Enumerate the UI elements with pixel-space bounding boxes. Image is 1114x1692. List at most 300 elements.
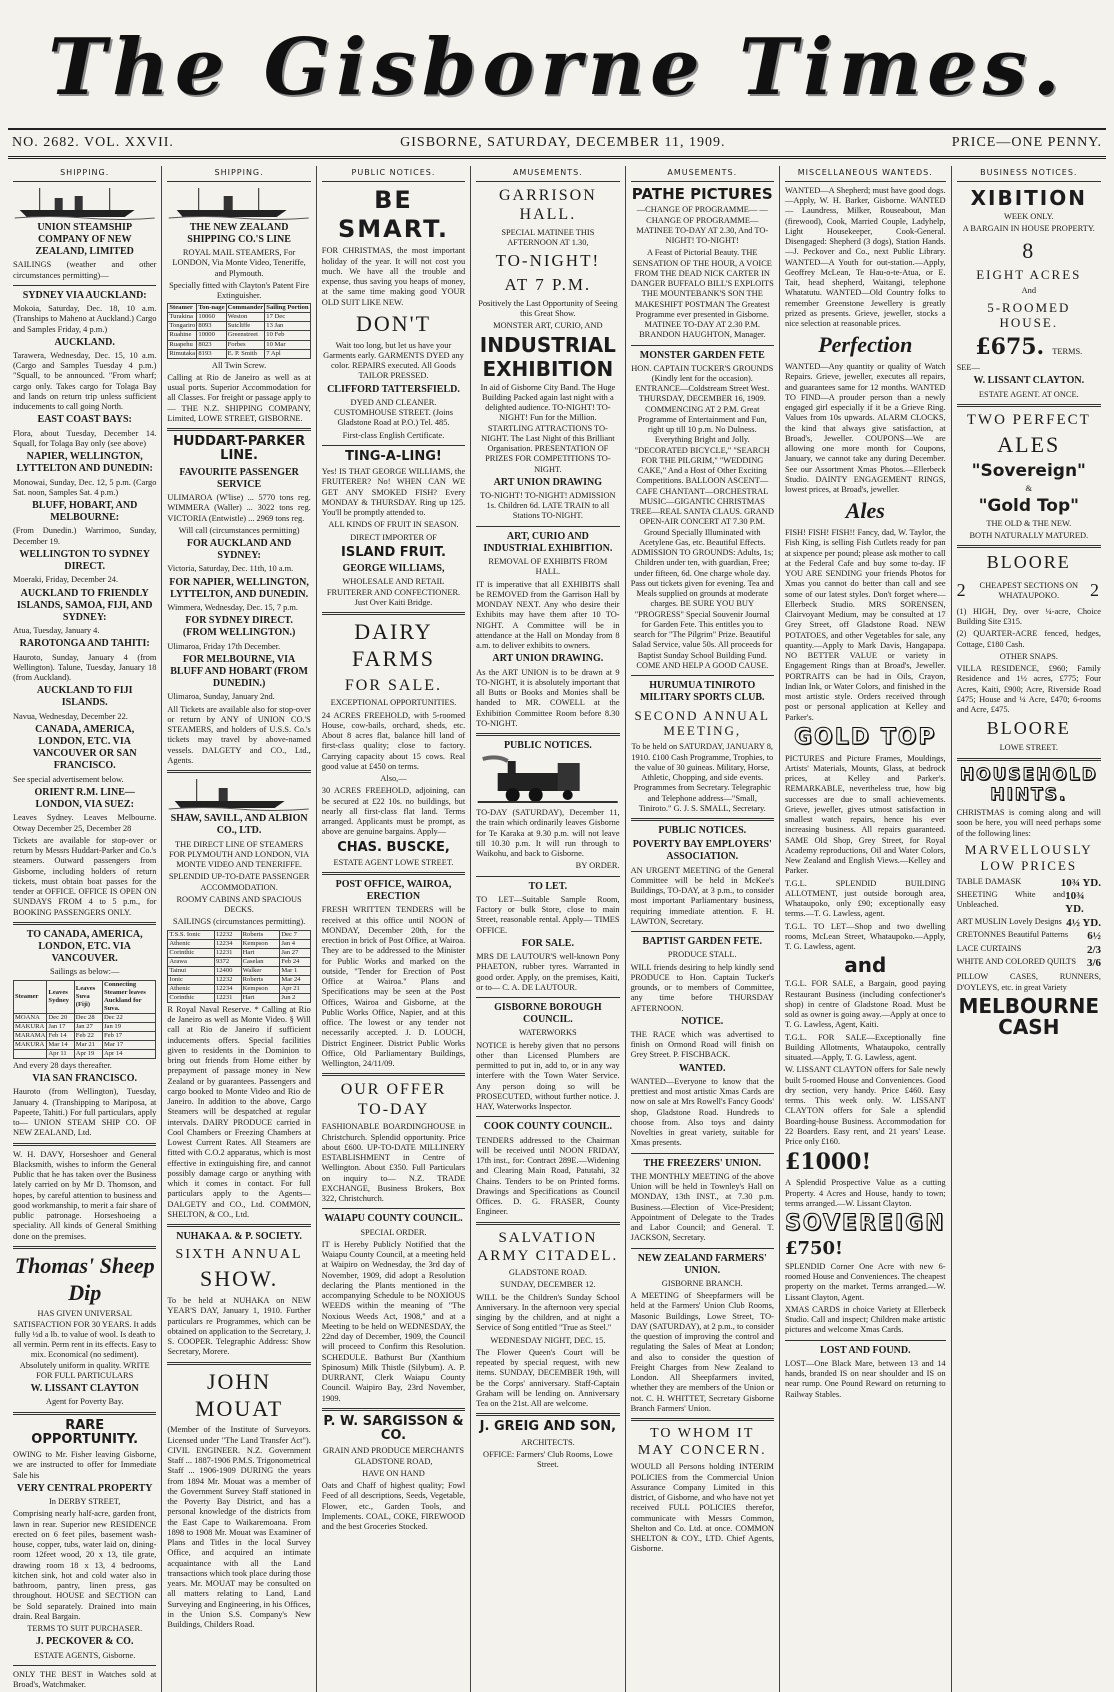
twin-screw: All Twin Screw. (211, 360, 267, 370)
steamship-illustration (167, 777, 310, 811)
cook-text: TENDERS addressed to the Chairman will be received until NOON FRIDAY, 17th inst., for: Contract 289E.—Widening and Clearing Main Road, Patutahi, 32 Chains. Tenders to be on Printed forms. Drawings and Specifications as Council Offices. D. G. FRASER, County Engineer. (476, 1135, 620, 1217)
nzs-cell: 10000 (197, 331, 226, 340)
price-item-name: TABLE DAMASK (956, 876, 1022, 886)
freezers-head: THE FREEZERS' UNION. (643, 1157, 762, 1169)
locomotive-illustration (476, 755, 619, 805)
price-list-item (957, 930, 1101, 943)
price-item-price: 10¾ YD. (1065, 890, 1085, 916)
drawing-head: ART UNION DRAWING. (492, 653, 604, 665)
vancouver-cell: Mar 14 (47, 1040, 74, 1049)
hurumua-head: HURUMUA TINIROTO MILITARY SPORTS CLUB. (639, 680, 765, 704)
huddart-title: HUDDART-PARKER LINE. (172, 434, 306, 464)
sargisson-sub: GRAIN AND PRODUCE MERCHANTS GLADSTONE ROAD, (322, 1446, 465, 1466)
napier-text: Monowai, Sunday, Dec. 12, 5 p.m. (Cargo Sat. noon, Samples Sat. 4 p.m.) (13, 477, 157, 497)
cook-head: COOK COUNTY COUNCIL. (483, 1121, 612, 1133)
shaw-cell: Dec 7 (280, 930, 310, 939)
dairy-farms: DAIRY FARMS (351, 619, 435, 671)
vancouver-cell: MOANA (14, 1013, 47, 1022)
terms: TERMS TO SUIT PURCHASER. (27, 1624, 143, 1634)
shaw-cell: Corinthic (168, 993, 215, 1002)
island-fruit: ISLAND FRUIT. (341, 544, 446, 560)
nzs-table (167, 303, 310, 358)
shaw-cell: Mar 24 (280, 975, 310, 984)
huddart-will: Will call (circumstances permitting) (178, 525, 300, 535)
nzs-cell: Turakina (168, 313, 197, 322)
vancouver-column-header: Steamer (14, 980, 47, 1013)
gold-top-ale: "Gold Top" (978, 495, 1080, 516)
lowe-street: LOWE STREET. (999, 743, 1059, 753)
price-item-price: 2/3 (1086, 943, 1101, 956)
nzs-cell: 8023 (197, 340, 226, 349)
wanted-text: WANTED—Everyone to know that the prettiest and most artistic Xmas Cards are now on sale at Mrs Rowell's Fancy Goods' shop, Gladstone Road. Hundreds to choose from. Also toys and dainty Novelties in great variety, suitable for Xmas presents. (630, 1076, 774, 1148)
price-list-item (957, 890, 1101, 917)
column-heading: AMUSEMENTS. (476, 166, 619, 182)
melbourne-cash: MELBOURNE CASH (958, 993, 1100, 1039)
price-terms: TERMS. (1052, 347, 1083, 357)
shaw-cell: Walker (241, 966, 280, 975)
waterworks: WATERWORKS (519, 1028, 577, 1038)
lost-head: LOST AND FOUND. (819, 1344, 911, 1356)
column-heading: BUSINESS NOTICES. (957, 166, 1101, 182)
orient-text: Leaves Sydney. Leaves Melbourne. Otway December 25, December 28 (13, 813, 157, 833)
borough-text: NOTICE is hereby given that no persons other than Licensed Plumbers are permitted to put in, add to, or in any way interfere with the Town Water Service. Any person doing so will be PROSECUTED, without further notice. J. HAY, Waterworks Inspector. (476, 1040, 620, 1112)
nzs-cell: 10060 (197, 313, 226, 322)
huddart-auck-text: Victoria, Saturday, Dec. 11th, 10 a.m. (167, 564, 294, 574)
price-item-name: CRETONNES Beautiful Patterns (956, 930, 1069, 940)
eastcoast-text: Flora, about Tuesday, December 14. Squall, for Tolaga Bay only (see above) (13, 428, 157, 448)
shaw-cell: 12231 (214, 993, 241, 1002)
ting-text: Yes! IS THAT GEORGE WILLIAMS, the FRUITERER? No! WHEN CAN WE GET ANY SMOKED FISH? Every MONDAY & THURSDAY. Ring up 125. You'll be promptly attended to. (321, 467, 466, 518)
be-smart: BE SMART. (337, 185, 449, 244)
shaw-cell: T.S.S. Ionic (168, 930, 215, 939)
farmers-text: A MEETING of Sheepfarmers will be held at the Farmers' Union Club Rooms, Masonic Buildings, Lowe Street, TO-DAY (SATURDAY), at 2 p.m., to consider the question of improving the control and regulating the Sales of Meat at London; and also to consider the question of Freight Charges from New Zealand to London. All Sheepfarmers invited, whether they are members of the Union or not. C. H. WHITTET, Secretary Gisborne Branch Farmers' Union. (630, 1291, 774, 1413)
column-5 (626, 166, 780, 1692)
shaw-accom: SPLENDID UP-TO-DATE PASSENGER ACCOMMODATION. (168, 872, 310, 892)
mouat-text: (Member of the Institute of Surveyors. Licensed under "The Land Transfer Act"). CIVIL ENGINEER. N.Z. Government Staff ... 1887-1906 P.M.S. Trigonometrical Staff ... 1906-1909 DURING the years from 1894 Mr. Mouat was a member of the Government Survey Staff stationed in the Poverty Bay District, and has a personal knowledge of the districts from the East Cape to Waikaremoana. From 1898 to 1908 Mr. Mouat was Examiner of Plans and Titles in the local Survey Office, and acquired an intimate acquaintance with all the Land transactions which took place during those years. Mr. MOUAT may be consulted on all matters relating to Land, Land Surveying and Engineering, in his Offices, in the Union S.S. Company's New Buildings, Childers Road. (167, 1425, 311, 1630)
by-order: BY ORDER. (575, 861, 620, 871)
vancouver-cell: Apr 19 (74, 1049, 102, 1058)
vancouver-head: TO CANADA, AMERICA, LONDON, ETC. VIA VANCOUVER. (26, 928, 143, 965)
marvellously-low: MARVELLOUSLY LOW PRICES (964, 841, 1093, 873)
buscke-sub: ESTATE AGENT LOWE STREET. (333, 857, 454, 867)
rare-title: RARE OPPORTUNITY. (31, 1417, 139, 1447)
quarter-acre: (2) QUARTER-ACRE fenced, hedges, Cottage, £180 Cash. (956, 629, 1101, 649)
sovereign-heading: SOVEREIGN (784, 1211, 946, 1237)
sargisson-hand: HAVE ON HAND (362, 1468, 425, 1478)
vancouver-cell: Mar 17 (102, 1040, 155, 1049)
vancouver-sub: Sailings as below:— (50, 967, 120, 977)
huddart-syd: FOR SYDNEY DIRECT. (FROM WELLINGTON.) (182, 615, 296, 639)
salvation: SALVATION ARMY CITADEL. (477, 1229, 619, 1264)
vancouver-cell: Apr 11 (47, 1049, 74, 1058)
price-list (957, 877, 1101, 971)
fiji2-head: AUCKLAND TO FIJI ISLANDS. (36, 685, 133, 709)
nzs-cell: 8093 (197, 322, 226, 331)
shaw-cell: 12231 (214, 948, 241, 957)
davy-text: W. H. DAVY, Horseshoer and General Blacksmith, wishes to inform the General Public that he has taken over the Business lately carried on by Mr D. Thomson, and hopes, by careful attention to business and good workmanship, to merit a fair share of public patronage. Horseshoeing a speciality. All kinds of General Smithing done on the premises. (13, 1149, 157, 1241)
wanted-items-5: W. LISSANT CLAYTON offers for Sale newly built 5-roomed House and Conveniences. Good dry section, very handy. Price £460. Easy terms. This week only. W. LISSANT CLAYTON offers for Sale a splendid Boarding-house Business. Accommodation for 22 Boarders. Easy rent, and 21 years' Lease. Price only £160. (784, 1065, 946, 1147)
huddart-melb-text: Ulimaroa, Sunday, January 2nd. (167, 692, 275, 702)
vancouver-cell: MAKURA (14, 1040, 47, 1049)
art-union: ART UNION DRAWING (493, 476, 603, 488)
salvation-text: WILL be the Children's Sunday School Anniversary. In the afternoon very special singing by the children, and at night a Service of Song entitled "True as Steel." (476, 1292, 620, 1333)
pathe-pictures: PATHE PICTURES (631, 184, 773, 203)
removal-text: IT is imperative that all EXHIBITS shall be REMOVED from the Garrison Hall by MONDAY NEXT. Any who desire their Exhibits may have them after 10 TO-NIGHT. A Committee will be in attendance at the Hall on Monday from 8 a.m. to deliver exhibits to owners. (476, 579, 620, 651)
for-sale: FOR SALE. (344, 676, 443, 694)
bargain: A BARGAIN IN HOUSE PROPERTY. (962, 224, 1095, 234)
wanted-head: WANTED. (679, 1062, 726, 1074)
shaw-cell: Corinthic (168, 948, 215, 957)
vancouver-row (14, 1049, 156, 1058)
salvation-date: SUNDAY, DECEMBER 12. (500, 1280, 596, 1290)
monster-art: MONSTER ART, CURIO, AND (493, 321, 603, 331)
smart-text: FOR CHRISTMAS, the most important holiday of the year. It will not cost you much. We have all the trouble and expense, thus saving you heaps of money, at the same time making good YOUR OLD SUIT LIKE NEW. (321, 246, 466, 307)
nzs-cell: 17 Dec (265, 313, 311, 322)
nzs-column-header: Steamer (168, 304, 197, 313)
shaw-cell: Jan 4 (280, 939, 310, 948)
tonight: TO-NIGHT! (495, 251, 601, 271)
fiji-text: Atua, Tuesday, January 4. (13, 626, 100, 636)
shaw-row (168, 993, 310, 1002)
forsale-head: FOR SALE. (521, 937, 574, 949)
greig-sub: ARCHITECTS. (520, 1437, 575, 1447)
vancouver-cell: MAKURA (14, 1022, 47, 1031)
garden-fete: MONSTER GARDEN FETE (639, 349, 765, 361)
raro-text: Hauroto, Sunday, January 4 (from Wellington). Talune, Tuesday, January 18 (from Auckland). (13, 652, 157, 682)
wanted-items-1: WANTED—A Shepherd; must have good dogs.—Apply, W. H. Barker, Gisborne. WANTED — Laundress, Milker, Rouseabout, Man (firewood), Cook, Married Couple, Ladyhelp, Light Housekeeper, Cook-General. Disengaged: Shepherd (3 dogs), Station Hands. —J. Peckover and Co., next Public Library. WANTED—A Youth for out-station.—Apply, Geoffrey McLean, Te Hau-o-te-Atua, or E. Tait, head shepherd, Waitangi, telephone Whatatutu. WANTED—Old Country folks to remember Greenstone Jewellery is greatly prized as presents. Grieve, jeweller, stocks a nice selection at reasonable prices. (784, 185, 946, 328)
shaw-cell: Kempson (241, 939, 280, 948)
auckland-text: Tarawera, Wednesday, Dec. 15, 10 a.m. (Cargo and Samples Tuesday 4 p.m.) "Squall, to be announced. "From wharf; cargo only. Takes cargo for Tolaga Bay and lands on return trip unless sufficient inducements to call going North. (13, 350, 157, 412)
shaw-cell: 12234 (214, 939, 241, 948)
shaw-row (168, 948, 310, 957)
fifty-text: SPLENDID Corner One Acre with new 6-roomed House and Conveniences. The cheapest property on the market. Terms arranged.—W. Lissant Clayton, Agent. (784, 1261, 946, 1302)
wanted-items-4: PICTURES and Picture Frames, Mouldings, Artists' Materials, Mounts, Glass, at bedrock prices, at Kelley and Parker's. REMARKABLE, nevertheless true, how big successes are due to small achievements. Grieve, jeweller, gives utmost satisfaction in smallest watch repairs, hence his ever increasing business. All repairs guaranteed. SAME Old Shop, Grey Street, for Royal Academy reproductions, Oil and Water Colors, New Zealand and English Views.—Kelley and Parker. (784, 753, 946, 876)
wednesday-head: WEDNESDAY NIGHT, DEC. 15. (490, 1335, 606, 1345)
fiji2-text: Navua, Wednesday, December 22. (13, 711, 128, 721)
pathe-text: A Feast of Pictorial Beauty. THE SENSATION OF THE HOUR, A VOICE FROM THE DEAD NICK CARTER IN DANGER BUFFALO BILL'S EXPLOITS THE MOUNTEBANK'S SON THE MAKESHIFT POSTMAN The Greatest Programme ever presented in Gisborne. MATINEE TO-DAY AT 2.30 P.M. BRANDON HAUGHTON, Manager. (630, 248, 774, 340)
two-right: 2 (1090, 580, 1101, 601)
shaw-cell: 9372 (214, 957, 241, 966)
price-list-item (957, 917, 1101, 930)
sargisson: P. W. SARGISSON & CO. (323, 1413, 464, 1444)
central-title: VERY CENTRAL PROPERTY (16, 1482, 153, 1494)
nzs-cell: 13 Jan (265, 322, 311, 331)
bloore-2: BLOORE (986, 718, 1071, 739)
week-only: WEEK ONLY. (1003, 212, 1054, 222)
dont: DON'T (355, 310, 432, 336)
thousand-pounds: £1000! (784, 1149, 872, 1176)
removal-head: ART, CURIO AND INDUSTRIAL EXHIBITION. (483, 530, 613, 554)
nzs-cell: Sutcliffe (226, 322, 265, 331)
watches: ONLY THE BEST in Watches sold at Broad's, Watchmaker. (13, 1669, 157, 1690)
vancouver-cell: Apr 14 (102, 1049, 155, 1058)
wednesday-text: The Flower Queen's Court will be repeated by special request, with new items. SUNDAY, DECEMBER 19th, will be the Corps' anniversary. Staff-Captain Graham will be lending on. Anniversary Tea on the 21st. All are welcome. (476, 1347, 620, 1409)
nzs-fitted: Specially fitted with Clayton's Patent Fire Extinguisher. (169, 280, 310, 301)
two-left: 2 (956, 580, 968, 601)
huddart-auck: FOR AUCKLAND AND SYDNEY: (186, 538, 292, 562)
shaw-cell: Ionic (168, 975, 215, 984)
canada-head: CANADA, AMERICA, LONDON, ETC. VIA VANCOUVER OR SAN FRANCISCO. (32, 723, 137, 772)
perfection: Perfection (818, 332, 913, 358)
ting: TING-A-LING! (345, 448, 442, 464)
notice-text: THE RACE which was advertised to finish on Ormond Road will finish on Grey Street. P. FISCHBACK. (630, 1029, 774, 1060)
column-heading: SHIPPING. (13, 166, 156, 182)
shaw-cell: Hart (241, 993, 280, 1002)
greig: J. GREIG AND SON, (479, 1419, 617, 1435)
nuhaka-title: NUHAKA A. & P. SOCIETY. (176, 1231, 302, 1243)
public-notices-head: PUBLIC NOTICES. (658, 825, 747, 837)
shaw-row (168, 930, 310, 939)
price-list-item (957, 944, 1101, 957)
mouat-title: JOHN MOUAT (194, 1368, 284, 1421)
dateline (8, 128, 1106, 159)
see: SEE— (956, 363, 980, 373)
tgl-3: T.G.L. FOR SALE, a Bargain, good paying Restaurant Business (including confectioner's shop) in centre of Gladstone Road. Must be sold as owner is going away.—Apply at once to T. G. Lawless, Agent, Kaiti. (784, 979, 946, 1030)
at-7pm: AT 7 P.M. (504, 275, 592, 295)
dip-agent: W. LISSANT CLAYTON (30, 1383, 139, 1395)
price-item-price: 3/6 (1086, 957, 1101, 970)
shaw-sub: THE DIRECT LINE OF STEAMERS FOR PLYMOUTH AND LONDON, VIA MONTE VIDEO AND TENERIFFE. (168, 839, 310, 870)
vancouver-cell: MARAMA (15, 1031, 46, 1039)
column-heading: PUBLIC NOTICES. (322, 166, 465, 182)
shaw-cell: 12400 (214, 966, 241, 975)
shaw-cell: 12232 (214, 930, 241, 939)
column-1 (8, 166, 162, 1692)
fete-text: HON. CAPTAIN TUCKER'S GROUNDS (Kindly lent for the occasion). ENTRANCE—Coldstream Street West. THURSDAY, DECEMBER 16, 1909. COMMENCING AT 2 P.M. Great Programme of Entertainment and Fun, right up till 10 p.m. No Dulness. Everything Bright and Jolly. "DECORATED BICYCLE," "SEARCH FOR THE PILGRIM," "WEDDING CAKE," And a Host of Other Exciting Competitions. BALLOON ASCENT—CAFE CHANTANT—ORCHESTRAL MUSIC—GIGANTIC CHRISTMAS TREE—REAL SANTA CLAUS. GRAND OPEN-AIR CONCERT AT 7.30 P.M. Ground Specially Illuminated with Acetylene Gas, etc. Beautiful Effects. ADMISSION TO GROUNDS: Adults, 1s; Children under ten, with guardian, Free; under fifteen, 6d. One charge whole day. Pass out tickets given for evening. Tea and Meals supplied on grounds at moderate charges. BE SURE YOU BUY "PROGRESS" Special Souvenir Journal for Garden Fete. This entitles you to search for "The Pilgrim" Prize. Beautiful Salad Service, value 50s. All proceeds for Baptist Sunday School Building Fund. COME AND HELP A GOOD CAUSE. (630, 363, 774, 670)
shaw-cabins: ROOMY CABINS AND SPACIOUS DECKS. (176, 894, 302, 915)
vancouver-cell: Dec 22 (102, 1013, 155, 1022)
vancouver-row (14, 1031, 156, 1040)
clayton: W. LISSANT CLAYTON. (973, 375, 1085, 387)
peckover-sub: ESTATE AGENTS, Gisborne. (34, 1650, 136, 1660)
exceptional: EXCEPTIONAL OPPORTUNITIES. (330, 698, 457, 708)
eastcoast-head: EAST COAST BAYS: (37, 414, 132, 426)
other-snaps: OTHER SNAPS. (999, 651, 1058, 661)
nzs-cell: 8193 (197, 349, 226, 358)
shaw-row (168, 984, 310, 993)
shaw-cell: Athenic (168, 939, 215, 948)
exhibition-text: In aid of Gisborne City Band. The Huge Building Packed again last night with a delighted audience. TO-NIGHT! TO-NIGHT! Fun for the Million. STARTLING ATTRACTIONS TO-NIGHT. The Last Night of this Brilliant Organisation. PRESENTATION OF PRIZES FOR COMPETITIONS TO-NIGHT. (480, 382, 616, 474)
column-7 (952, 166, 1106, 1692)
shaw-cell: Caselan (241, 957, 280, 966)
column-4 (471, 166, 625, 1692)
exhibition: EXHIBITION (482, 356, 614, 381)
shaw-cell: Roberts (241, 975, 280, 984)
second-annual: SECOND ANNUAL MEETING, (634, 707, 770, 739)
tgl-1: T.G.L. SPLENDID BUILDING ALLOTMENT, just outside borough area, Whataupoko, only £90; exceptionally easy terms.—T. G. Lawless, agent. (784, 878, 946, 919)
nzs-column-header: Commander (227, 304, 264, 312)
eight-acres: EIGHT ACRES (976, 267, 1082, 283)
huddart-napier-text: Wimmera, Wednesday, Dec. 15, 7 p.m. (167, 603, 299, 613)
farmers-sub: GISBORNE BRANCH. (661, 1278, 743, 1288)
sixth-annual: SIXTH ANNUAL (175, 1247, 303, 1263)
shaw-cell: Arawa (168, 957, 215, 966)
sydney-head: SYDNEY VIA AUCKLAND: (22, 289, 147, 301)
nzs-cell: Forbes (226, 340, 265, 349)
vancouver-row (14, 1040, 156, 1049)
vancouver-table (13, 980, 156, 1059)
central-sub: In DERBY STREET, (48, 1497, 121, 1507)
columns (8, 166, 1106, 1690)
vancouver-cell (14, 1049, 47, 1058)
wairoa-text: FRESH WRITTEN TENDERS will be received at this office until NOON of MONDAY, December 20th, for the erection in brick of Post Office, at Wairoa. They are to be addressed to the Minister for Public Works and marked on the outside, "Tender for Erection of Post Office at Wairoa." Plans and Specifications may be seen at the Post Offices, Wairoa and Gisborne, at the Public Works Office, Napier, and at this office. The lowest or any tender not necessarily accepted. J. D. LOUCH, District Engineer. District Public Works Office, Old Parliamentary Buildings, Wellington, 24/11/09. (321, 905, 466, 1069)
household-hints: HOUSEHOLD HINTS. (959, 764, 1098, 806)
price-list-item (957, 877, 1101, 890)
villa: VILLA RESIDENCE, £960; Family Residence and 1½ acres, £775; Four Acres, Kaiti, £900; Acre, Riverside Road £475; House and ¼ Acre, £470; 6-rooms and Acre, £475. (956, 664, 1101, 715)
fiji-head: AUCKLAND TO FRIENDLY ISLANDS, SAMOA, FIJI, AND SYDNEY: (16, 587, 153, 623)
newspaper-page (8, 8, 1106, 1690)
farmers-head: NEW ZEALAND FARMERS' UNION. (637, 1252, 767, 1276)
price-item-price: 10¾ YD. (1060, 876, 1101, 889)
pathe-sub: —CHANGE OF PROGRAMME— —CHANGE OF PROGRAMME— MATINEE TO-DAY AT 2.30, And TO-NIGHT! TO-NIGHT! (636, 205, 769, 245)
peckover: J. PECKOVER & CO. (35, 1636, 134, 1648)
price-item-name: SHEETING White and Unbleached. (956, 890, 1066, 910)
price-item-name: WHITE AND COLORED QUILTS (956, 957, 1077, 967)
steamship-illustration (13, 186, 156, 220)
shaw-row (168, 975, 310, 984)
direct-importer: DIRECT IMPORTER OF (350, 532, 437, 542)
napier-head: NAPIER, WELLINGTON, LYTTELTON AND DUNEDIN: (16, 451, 153, 475)
column-heading: AMUSEMENTS. (631, 166, 774, 182)
clifford: CLIFFORD TATTERSFIELD. (327, 383, 460, 395)
nzs-title: THE NEW ZEALAND SHIPPING CO.'S LINE (187, 221, 291, 245)
huddart-tickets: All Tickets are available also for stop-over or return by ANY of UNION CO.'S STEAMERS, and holders of U.S.S. Co.'s tickets may travel by above-named vessels. DALGETY and CO., Ltd., Agents. (167, 704, 311, 765)
train-text: TO-DAY (SATURDAY), December 11, the train which ordinarily leaves Gisborne for Te Karaka at 9.30 p.m. will not leave till 10.30 p.m. It will run through to Waikohu, and back to Gisborne. (476, 808, 620, 859)
column-heading: SHIPPING. (167, 166, 310, 182)
ales: ALES (997, 432, 1061, 458)
shaw-cell: Mar 1 (280, 966, 310, 975)
shaw-cell: Athenic (168, 984, 215, 993)
nzs-cell: 10 Feb (265, 331, 311, 340)
shaw-cell: 12232 (214, 975, 241, 984)
house-price: £675. (975, 334, 1045, 361)
pbea-text: AN URGENT MEETING of the General Committee will be held in McKee's Buildings, TO-DAY, at 3 p.m., to consider most important Parliamentary business, requiring immediate attention. F. H. LAWTON, Secretary. (630, 865, 774, 926)
shaw-cell: Feb 24 (280, 957, 310, 966)
nzs-sub: ROYAL MAIL STEAMERS, For LONDON, Via Monte Video, Teneriffe, and Plymouth. (172, 248, 306, 278)
five-roomed-house: 5-ROOMED HOUSE. (987, 299, 1071, 331)
tolet-head: TO LET. (528, 880, 568, 892)
also: Also,— (380, 774, 407, 783)
shaw-row (168, 939, 310, 948)
show: SHOW. (199, 1266, 279, 1292)
vancouver-cell: Mar 21 (74, 1040, 102, 1049)
auckland-head: AUCKLAND. (54, 336, 115, 348)
newspaper-title: The Gisborne Times. (48, 22, 1066, 113)
huddart-ships: ULIMAROA (W'lise) ... 5770 tons reg. WIMMERA (Waller) ... 3022 tons reg. VICTORIA (Entwistle) ... 2969 tons reg. (167, 493, 311, 523)
vancouver-cell: Feb 22 (74, 1031, 102, 1040)
nzs-column-header: Ton-nage (198, 304, 225, 312)
nzs-cell: 7 Apl (265, 349, 311, 358)
shaw-cell: Kempson (241, 984, 280, 993)
greig-text: OFFICE: Farmers' Club Rooms, Lowe Street. (483, 1450, 613, 1470)
bluff-text: (From Dunedin.) Warrimoo, Sunday, December 19. (13, 526, 157, 546)
tickets-text: Tickets are available for stop-over or return by Messrs Huddart-Parker and Co.'s steamers. Outward passengers from Gisborne, including holders of return tickets, must obtain boat passes for the tender at OFFICE. OFFICE IS OPEN ON SUNDAYS FROM 4 to 5 p.m., for BOOKING PASSENGERS ONLY. (13, 835, 157, 917)
tolet-text: TO LET—Suitable Sample Room, Factory or bulk Store, close to main Street, reasonable rental. Apply— TIMES OFFICE. (476, 894, 620, 935)
price-item-name: LACE CURTAINS (956, 943, 1022, 953)
cheapest-sections: CHEAPEST SECTIONS ON WHATAUPOKO. (979, 580, 1079, 600)
art-union-text: TO-NIGHT! TO-NIGHT! ADMISSION 1s. Children 6d. LATE TRAIN to all Stations TO-NIGHT. (480, 490, 616, 521)
salvation-sub: GLADSTONE ROAD. (508, 1268, 587, 1278)
clifford-cert: First-class English Certificate. (342, 430, 445, 440)
nzs-cell: 10 Mar (265, 340, 311, 349)
notice-head: NOTICE. (681, 1015, 724, 1027)
george-williams: GEORGE WILLIAMS, (342, 563, 445, 575)
clifford-sub: DYED AND CLEANER. CUSTOMHOUSE STREET. (Joins Gladstone Road at P.O.) Tel. 485. (333, 397, 453, 428)
wellsyd-text: Moeraki, Friday, December 24. (13, 575, 119, 585)
garrison-hall: GARRISON HALL. (498, 186, 597, 224)
huddart-napier: FOR NAPIER, WELLINGTON, LYTTELTON, AND DUNEDIN. (169, 576, 309, 600)
fifty-pounds: £750! (784, 1237, 843, 1259)
tgl-4: T.G.L. FOR SALE—Exceptionally fine Building Allotments, Whataupoko, centrally situated.—Apply, T. G. Lawless, agent. (784, 1032, 946, 1063)
whom-concern: TO WHOM IT MAY CONCERN. (637, 1426, 767, 1459)
nzs-row (168, 322, 310, 331)
shaw-table (167, 930, 310, 1003)
shaw-cell: Hart (241, 948, 280, 957)
and: And (1021, 286, 1037, 296)
ales-heading: Ales (845, 498, 885, 524)
price-item-name: ART MUSLIN Lovely Designs (956, 916, 1062, 926)
sargisson-text: Oats and Chaff of highest quality; Fowl Feed of all descriptions, Seeds, Vegetable, Flower, etc., Garden Tools, and Implements. COAL, COKE, FIREWOOD and the best Groceries Stocked. (321, 1481, 466, 1532)
buscke: CHAS. BUSCKE, (337, 839, 450, 855)
price-item-price: 4½ YD. (1066, 916, 1101, 929)
xmas-text: XMAS CARDS in choice Variety at Ellerbeck Studio. Call and inspect; Children make artistic pictures and welcome Xmas Cards. (784, 1304, 946, 1335)
borough-head: GISBORNE BOROUGH COUNCIL. (494, 1002, 602, 1026)
dip-text: HAS GIVEN UNIVERSAL SATISFACTION FOR 30 YEARS. It adds fully ½d a lb. to value of wool. Is death to all vermin. Perm rent in its effects. Easy to mix. Economical (no sediment). Absolutely uniform in quality. WRITE FOR FULL PARTICULARS (13, 1309, 157, 1380)
offer-today: OUR OFFER TO-DAY (340, 1081, 447, 1118)
vancouver-cell: Jan 19 (102, 1022, 155, 1031)
price-list-item (957, 957, 1101, 970)
sanfran-head: VIA SAN FRANCISCO. (32, 1073, 138, 1085)
steamship-illustration (167, 186, 310, 220)
gold-top-heading: GOLD TOP (794, 724, 937, 750)
shaw-title: SHAW, SAVILL, AND ALBION CO., LTD. (170, 813, 308, 837)
vancouver-cell: Jan 27 (74, 1022, 102, 1031)
column-3 (317, 166, 471, 1692)
nzs-cell: Tongariro (169, 322, 196, 330)
industrial: INDUSTRIAL (479, 332, 616, 357)
twin-text: Calling at Rio de Janeiro as well as at usual ports. Superior Accommodation for all Classes. For freight or passage apply to— THE N.Z. SHIPPING COMPANY, Limited, LOWE STREET, GISBORNE. (167, 372, 311, 423)
nzs-cell: E. P. Smith (226, 349, 265, 358)
bluff-head: BLUFF, HOBART, AND MELBOURNE: (32, 500, 138, 524)
bloore-1: BLOORE (986, 552, 1071, 573)
nzs-column-header: Sailing Portion (266, 304, 309, 312)
wanted-items-2: WANTED—Any quantity or quality of Watch Repairs. Grieve, jeweller, executes all repairs, and guarantees same for 12 months. WANTED TO FIND—A prouder person than a newly engaged girl especially if it be a Grieve Ring. Values from 10s upwards. ALARM CLOCKS, the kind that always give satisfaction, at Broad's, Jeweller. COUPONS—We are allowing one more month for Coupons, January, we cannot take any during December. See our Assortment Xmas Photos.—Ellerbeck Studio. DAINTY ENGAGEMENT RINGS, lowest prices, at Broad's, jeweller. (784, 362, 946, 495)
pillow: PILLOW CASES, RUNNERS, D'OYLEYS, etc. in great Variety (956, 972, 1101, 992)
hurumua-text: To be held on SATURDAY, JANUARY 8, 1910. £100 Cash Programme, Trophies, to the value of 30 guineas. Military, Horse, Athletic, Chopping, and side events. Programmes from Secretary. Telegraphic and Telephone address—"Small, Tiniroto." G. J. S. SMALL, Secretary. (631, 742, 774, 813)
huddart-melb: FOR MELBOURNE, VIA BLUFF AND HOBART (FROM DUNEDIN.) (170, 653, 308, 690)
column-heading: MISCELLANEOUS WANTEDS. (785, 166, 946, 182)
nzs-row (168, 313, 310, 322)
whom-text: WOULD all Persons holding INTERIM POLICIES from the Commercial Union Assurance Company Limited in this district, of Gisborne, and who have not yet received FULL POLICIES therefor, communicate with Messrs Common, Shelton and Co. Ltd. at once. COMMON SHELTON & COY., LTD. Chief Agents, Gisborne. (630, 1462, 774, 1554)
masthead (8, 8, 1106, 128)
shaw-cell: Apr 21 (280, 984, 310, 993)
shaw-cell: Tainui (168, 966, 215, 975)
sydney-text: Mokoia, Saturday, Dec. 18, 10 a.m. (Tranships to Maheno at Auckland.) Cargo and Samples Friday, 4 p.m.) (13, 304, 157, 334)
waiapu-sub: SPECIAL ORDER. (360, 1227, 427, 1237)
canada-text: See special advertisement below. (13, 774, 124, 784)
produce-stall: PRODUCE STALL. (667, 950, 737, 960)
nzs-cell: Greenstreet (226, 331, 265, 340)
public-notices-head: PUBLIC NOTICES. (503, 740, 592, 751)
orient-head: ORIENT R.M. LINE—LONDON, VIA SUEZ: (34, 786, 135, 811)
vancouver-cell: Dec 20 (47, 1013, 74, 1022)
sovereign-ale: "Sovereign" (971, 460, 1086, 481)
wellsyd-head: WELLINGTON TO SYDNEY DIRECT. (19, 548, 150, 573)
sanfran-text: Hauroto (from Wellington), Tuesday, January 4. (Transhipping to Mariposa, at Papeete, Tahiti.) For full particulars, apply to— UNION STEAM SHIP CO. OF NEW ZEALAND, Ltd. (13, 1087, 157, 1138)
two-perfect: TWO PERFECT (966, 411, 1091, 428)
lost-text: LOST—One Black Mare, between 13 and 14 hands, branded IS on near shoulder and IS on near rump. One Pound Reward on returning to Railway Stables. (784, 1358, 946, 1399)
nzs-row (168, 340, 310, 349)
